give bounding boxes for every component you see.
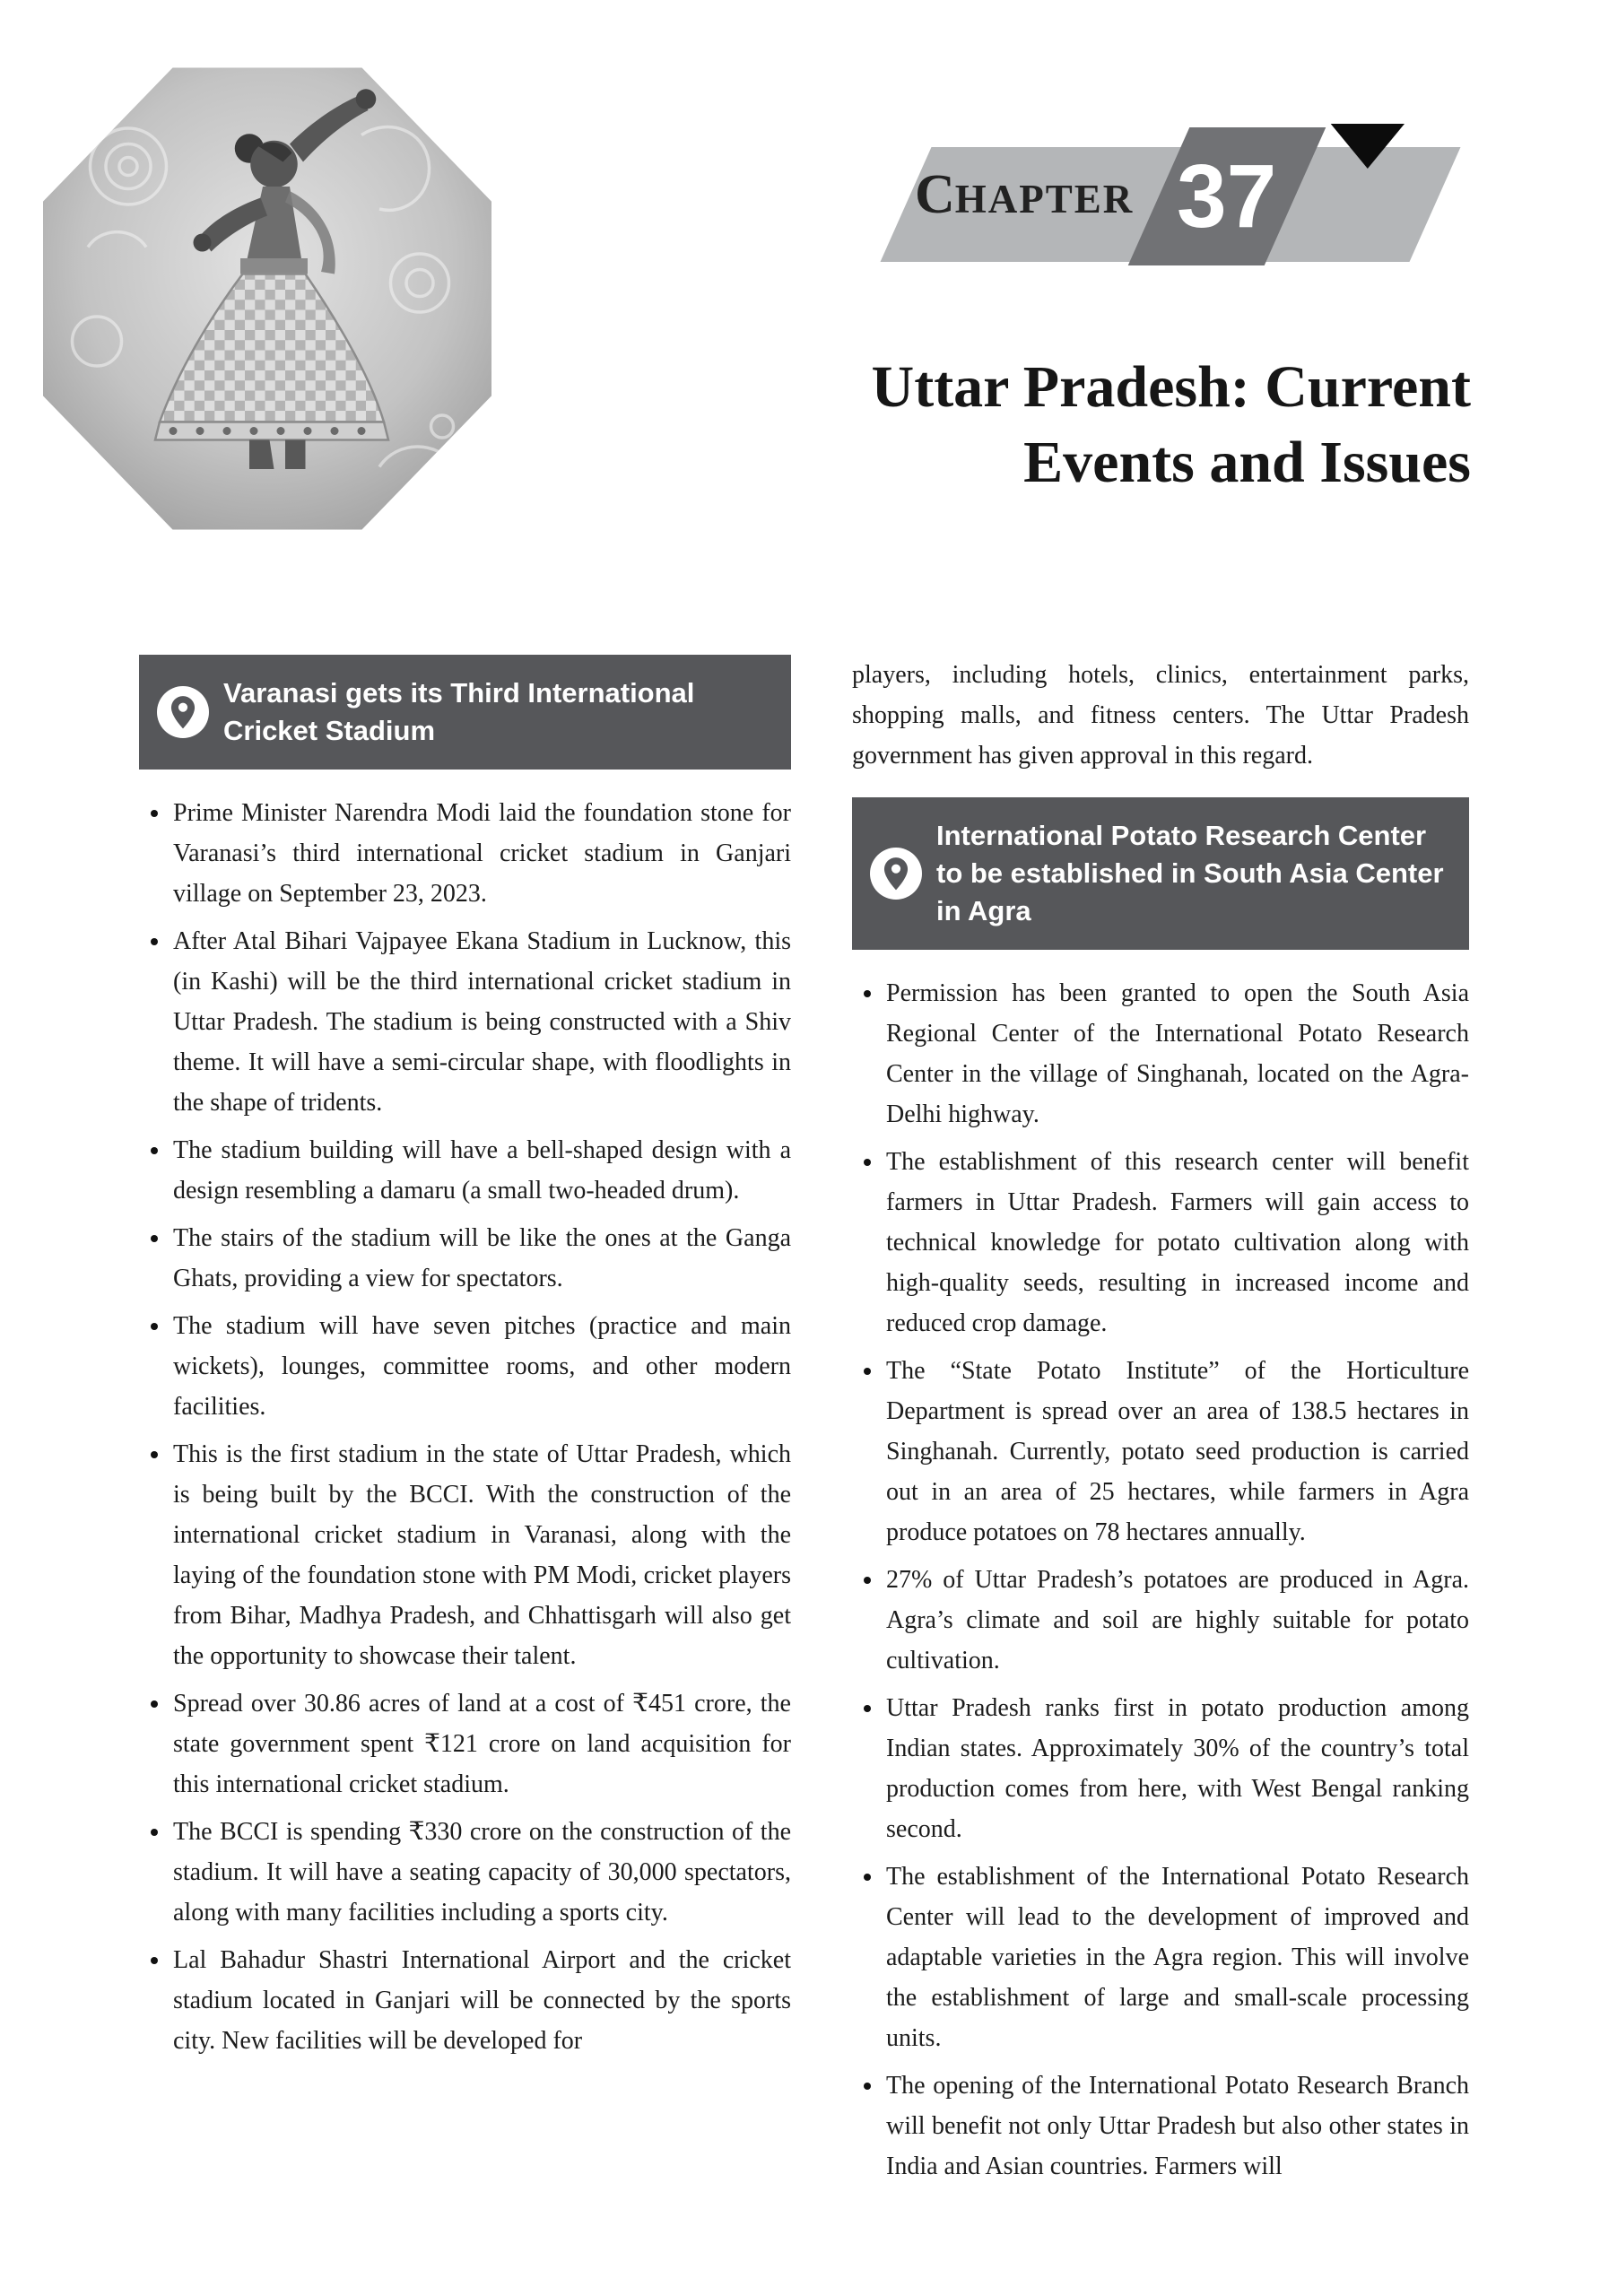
bullet-item: • Lal Bahadur Shastri International Airport and the cricket stadium located in Ganjari will be connected by the sports city. New facilities will be developed for: [171, 1940, 791, 2061]
bullet-item: • The establishment of this research center will benefit farmers in Uttar Pradesh. Farmers will gain access to technical knowledge for potato cultivation along with high-quality seeds, resulting in increased income and reduced crop damage.: [884, 1142, 1469, 1344]
section-heading-text: Varanasi gets its Third International Cricket Stadium: [223, 677, 695, 746]
bullet-item: • The stadium building will have a bell-shaped design with a design resembling a damaru (a small two-headed drum).: [171, 1130, 791, 1211]
bullet-item: • Uttar Pradesh ranks first in potato production among Indian states. Approximately 30% of the country’s total production comes from here, with West Bengal ranking second.: [884, 1688, 1469, 1849]
bullet-item: • 27% of Uttar Pradesh’s potatoes are produced in Agra. Agra’s climate and soil are highly suitable for potato cultivation.: [884, 1560, 1469, 1681]
right-column: [852, 655, 1469, 2194]
bullet-item: • The establishment of the International Potato Research Center will lead to the development of improved and adaptable varieties in the Agra region. This will involve the establishment of large and small-scale processing units.: [884, 1857, 1469, 2058]
continued-paragraph: players, including hotels, clinics, entertainment parks, shopping malls, and fitness centers. The Uttar Pradesh government has given approval in this regard.: [852, 661, 1469, 770]
chapter-label-rest: HAPTER: [954, 177, 1135, 222]
bullet-item: • This is the first stadium in the state of Uttar Pradesh, which is being built by the BCCI. With the construction of the international cricket stadium in Varanasi, along with the laying of the foundation stone with PM Modi, cricket players from Bihar, Madhya Pradesh, and Chhattisgarh will also get the opportunity to showcase their talent.: [171, 1434, 791, 1676]
potato-bullet-list: [852, 973, 1469, 2187]
location-pin-icon: [870, 848, 922, 900]
bullet-item: • The stadium will have seven pitches (practice and main wickets), lounges, committee rooms, and other modern facilities.: [171, 1306, 791, 1427]
chapter-label: [915, 164, 1135, 227]
bullet-item: • After Atal Bihari Vajpayee Ekana Stadium in Lucknow, this (in Kashi) will be the third international cricket stadium in Uttar Pradesh. The stadium is being constructed with a Shiv theme. It will have a semi-circular shape, with floodlights in the shape of tridents.: [171, 921, 791, 1123]
page-content: [139, 655, 1469, 2194]
bullet-item: • The opening of the International Potato Research Branch will benefit not only Uttar Pradesh but also other states in India and Asian countries. Farmers will: [884, 2066, 1469, 2187]
bullet-item: • The stairs of the stadium will be like the ones at the Ganga Ghats, providing a view for spectators.: [171, 1218, 791, 1299]
bullet-item: • Spread over 30.86 acres of land at a cost of ₹451 crore, the state government spent ₹121 crore on land acquisition for this international cricket stadium.: [171, 1683, 791, 1805]
chapter-banner: [897, 124, 1489, 271]
chapter-label-initial: C: [915, 164, 955, 225]
page-title-line1: Uttar Pradesh: Current: [871, 354, 1471, 420]
left-column: [139, 655, 791, 2194]
bullet-item: • Prime Minister Narendra Modi laid the foundation stone for Varanasi’s third international cricket stadium in Ganjari village on September 23, 2023.: [171, 793, 791, 914]
bullet-item: • The “State Potato Institute” of the Horticulture Department is spread over an area of 138.5 hectares in Singhanah. Currently, potato seed production is carried out in an area of 25 hectares, while farmers in Agra produce potatoes on 78 hectares annually.: [884, 1351, 1469, 1552]
bullet-item: • Permission has been granted to open the South Asia Regional Center of the International Potato Research Center in the village of Singhanah, located on the Agra-Delhi highway.: [884, 973, 1469, 1135]
page-title: [350, 350, 1471, 500]
page-title-line2: Events and Issues: [1023, 430, 1471, 495]
section-heading-text: International Potato Research Center to be established in South Asia Center in Agra: [936, 820, 1444, 926]
section-heading-potato-research: [852, 797, 1469, 950]
bullet-item: • The BCCI is spending ₹330 crore on the construction of the stadium. It will have a seating capacity of 30,000 spectators, along with many facilities including a sports city.: [171, 1812, 791, 1933]
location-pin-icon: [157, 686, 209, 738]
varanasi-bullet-list: [139, 793, 791, 2061]
chapter-number: 37: [1177, 146, 1277, 247]
section-heading-varanasi-stadium: [139, 655, 791, 770]
